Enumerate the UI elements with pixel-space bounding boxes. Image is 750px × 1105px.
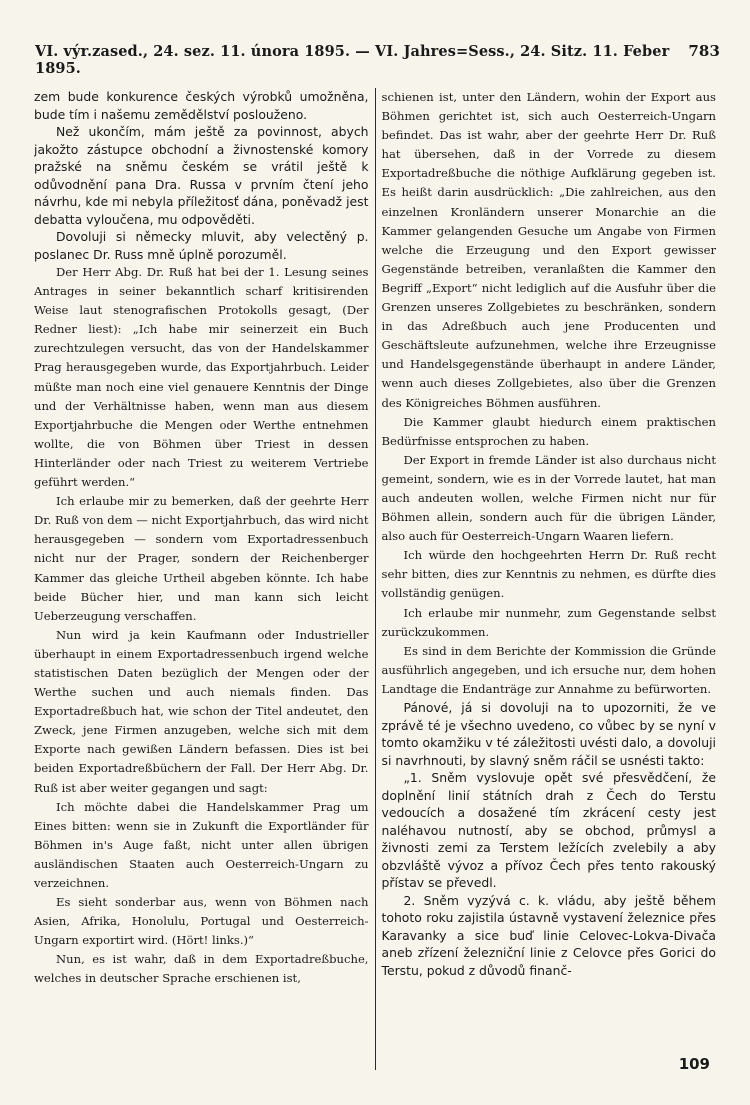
sheet-number: 109	[678, 1055, 710, 1073]
left-column	[34, 88, 375, 1070]
paragraph: Der Export in fremde Länder ist also durchaus nicht gemeint, sondern, wie es in der Vorrede lautet, hat man auch andeuten wollen, welche Firmen nicht nur für Böhmen allein, sondern auch für die übrigen Länder, also auch für Oesterreich-Ungarn Waaren liefern.	[381, 452, 716, 544]
paragraph: 2. Sněm vyzývá c. k. vládu, aby ještě během tohoto roku zajistila ústavně vystavení železnice přes Karavanky a sice buď linie Celovec-Lokva-Divača aneb zřízení železniční linie z Celovce přes Gorici do Terstu, pokud z důvodů finanč-	[381, 892, 716, 978]
paragraph: Es sieht sonderbar aus, wenn von Böhmen nach Asien, Afrika, Honolulu, Portugal und Oesterreich-Ungarn exportirt wird. (Hört! links.)“	[34, 895, 369, 948]
paragraph: Es sind in dem Berichte der Kommission die Gründe ausführlich angegeben, und ich ersuche nur, dem hohen Landtage die Endanträge zur Annahme zu befürworten.	[381, 643, 716, 696]
paragraph: „1. Sněm vyslovuje opět své přesvědčení, že doplnění linií státních drah z Čech do Terstu vedoucích a dosažené tím zkrácení cesty jest naléhavou nutností, aby se obchod, průmysl a živnosti zemi za Terstem ležících zvelebily a aby obzvláště vývoz a přívoz Čech přes tento rakouský přístav se převedl.	[381, 770, 716, 890]
paragraph: Než ukončím, mám ještě za povinnost, abych jakožto zástupce obchodní a živnostenské komory pražské na sněmu českém se vrátil ještě k odůvodnění pana Dra. Russa v prvním čtení jeho návrhu, kde mi nebyla příležitosť dána, poněvadž jest debatta vyloučena, mu odpověděti.	[34, 124, 369, 227]
paragraph: Pánové, já si dovoluji na to upozorniti, že ve zprávě té je všechno uvedeno, co vůbec by se nyní v tomto okamžiku v té záležitosti uvésti dalo, a dovoluji si navrhnouti, by slavný sněm ráčil se usnésti takto:	[381, 700, 716, 768]
two-column-body	[34, 88, 716, 1070]
page-number: 783	[688, 42, 720, 60]
paragraph: Ich möchte dabei die Handelskammer Prag um Eines bitten: wenn sie in Zukunft die Exportländer für Böhmen in's Auge faßt, nicht unter allen übrigen ausländischen Staaten auch Oesterreich-Ungarn zu verzeichnen.	[34, 799, 369, 890]
paragraph: Nun wird ja kein Kaufmann oder Industrieller überhaupt in einem Exportadressenbuch irgend welche statistischen Daten bezüglich der Mengen oder der Werthe suchen und auch niemals finden. Das Exportadreßbuch hat, wie schon der Titel andeutet, den Zweck, jene Firmen anzugeben, welche sich mit dem Exporte nach gewißen Ländern befassen. Dies ist bei beiden Exportadreßbüchern der Fall. Der Herr Abg. Dr. Ruß ist aber weiter gegangen und sagt:	[34, 627, 369, 795]
paragraph: Die Kammer glaubt hiedurch einem praktischen Bedürfnisse entsprochen zu haben.	[381, 414, 716, 448]
page-header	[35, 42, 720, 77]
paragraph: schienen ist, unter den Ländern, wohin der Export aus Böhmen gerichtet ist, sich auch Oesterreich-Ungarn befindet. Das ist wahr, aber der geehrte Herr Dr. Ruß hat übersehen, daß in der Vorrede zu diesem Exportadreßbuche die nöthige Aufklärung gegeben ist. Es heißt darin ausdrücklich: „Die zahlreichen, aus den einzelnen Kronländern unserer Monarchie an die Kammer gelangenden Gesuche um Angabe von Firmen welche die Erzeugung und den Export gewisser Gegenstände betreiben, veranlaßten die Kammer den Begriff „Export“ nicht lediglich auf die Ausfuhr über die Grenzen unseres Zollgebietes zu beschränken, sondern in das Adreßbuch auch jene Producenten und Geschäftsleute aufzunehmen, welche ihre Erzeugnisse und Handelsgegenstände überhaupt in andere Länder, wenn auch dieses Zollgebietes, also über die Grenzen des Königreiches Böhmen ausführen.	[381, 90, 716, 410]
paragraph: Dovoluji si německy mluvit, aby velectěný p. poslanec Dr. Russ mně úplně porozuměl.	[34, 229, 369, 262]
paragraph: Der Herr Abg. Dr. Ruß hat bei der 1. Lesung seines Antrages in seiner bekanntlich scharf kritisirenden Weise laut stenografischen Protokolls gesagt, (Der Redner liest): „Ich habe mir seinerzeit ein Buch zurechtzulegen versucht, das von der Handelskammer Prag herausgegeben wurde, das Exportjahrbuch. Leider müßte man noch eine viel genauere Kenntnis der Dinge und der Verhältnisse haben, wenn man aus diesem Exportjahrbuche die Mengen oder Werthe entnehmen wollte, die von Böhmen über Triest in dessen Hinterländer oder nach Triest zu weiterem Vertriebe geführt werden.“	[34, 265, 369, 490]
paragraph: Nun, es ist wahr, daß in dem Exportadreßbuche, welches in deutscher Sprache erschienen ist,	[34, 952, 369, 986]
running-head: VI. výr.zased., 24. sez. 11. února 1895. — VI. Jahres=Sess., 24. Sitz. 11. Feber 1895.	[35, 43, 670, 77]
paragraph: Ich erlaube mir nunmehr, zum Gegenstande selbst zurückzukommen.	[381, 605, 716, 639]
paragraph: Ich erlaube mir zu bemerken, daß der geehrte Herr Dr. Ruß von dem — nicht Exportjahrbuch, das wird nicht herausgegeben — sondern vom Exportadressenbuch nicht nur der Prager, sondern der Reichenberger Kammer das gleiche Urtheil abgeben könnte. Ich habe beide Bücher hier, und man kann sich leicht Ueberzeugung verschaffen.	[34, 494, 369, 623]
paragraph: Ich würde den hochgeehrten Herrn Dr. Ruß recht sehr bitten, dies zur Kenntnis zu nehmen, es dürfte dies vollständig genügen.	[381, 548, 716, 601]
paragraph: zem bude konkurence českých výrobků umožněna, bude tím i našemu zemědělství poslouženo.	[34, 89, 369, 122]
right-column	[376, 88, 717, 1070]
